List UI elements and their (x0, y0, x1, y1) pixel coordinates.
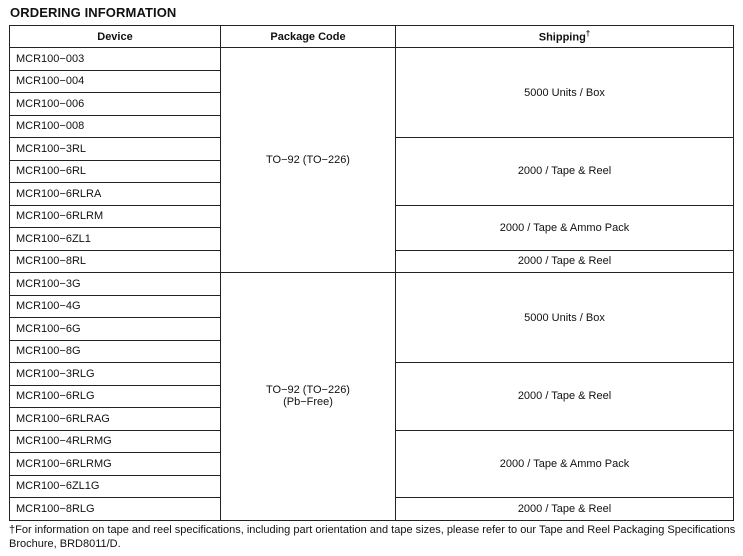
device-cell: MCR100−004 (10, 70, 221, 93)
shipping-cell: 2000 / Tape & Reel (396, 138, 734, 206)
device-cell: MCR100−3RLG (10, 363, 221, 386)
shipping-cell: 5000 Units / Box (396, 273, 734, 363)
ordering-table (9, 25, 734, 521)
device-cell: MCR100−6RL (10, 160, 221, 183)
package-code-line: (Pb−Free) (283, 396, 333, 409)
shipping-cell: 2000 / Tape & Reel (396, 498, 734, 521)
device-cell: MCR100−6RLRMG (10, 453, 221, 476)
device-cell: MCR100−6RLRA (10, 183, 221, 206)
header-package-code: Package Code (221, 26, 396, 48)
device-cell: MCR100−8RL (10, 250, 221, 273)
package-code-cell (221, 48, 396, 273)
device-cell: MCR100−6ZL1 (10, 228, 221, 251)
device-cell: MCR100−4G (10, 295, 221, 318)
device-cell: MCR100−6RLRM (10, 205, 221, 228)
section-title: ORDERING INFORMATION (10, 5, 177, 20)
device-cell: MCR100−3G (10, 273, 221, 296)
device-cell: MCR100−6G (10, 318, 221, 341)
header-device: Device (10, 26, 221, 48)
device-cell: MCR100−3RL (10, 138, 221, 161)
package-code-line: TO−92 (TO−226) (266, 154, 350, 166)
shipping-cell: 2000 / Tape & Reel (396, 250, 734, 273)
shipping-cell: 2000 / Tape & Reel (396, 363, 734, 431)
device-cell: MCR100−6RLG (10, 385, 221, 408)
shipping-cell: 5000 Units / Box (396, 48, 734, 138)
header-shipping (396, 26, 734, 48)
table-row (10, 273, 734, 296)
table-header-row (10, 26, 734, 48)
header-shipping-label: Shipping (538, 31, 586, 44)
device-cell: MCR100−003 (10, 48, 221, 71)
table-body (10, 48, 734, 521)
device-cell: MCR100−6RLRAG (10, 408, 221, 431)
package-code-cell (221, 273, 396, 521)
device-cell: MCR100−8G (10, 340, 221, 363)
shipping-cell: 2000 / Tape & Ammo Pack (396, 430, 734, 498)
table-row (10, 48, 734, 71)
device-cell: MCR100−6ZL1G (10, 475, 221, 498)
package-code-line: TO−92 (TO−226) (266, 384, 350, 397)
footnote-mark: † (585, 29, 591, 39)
shipping-cell: 2000 / Tape & Ammo Pack (396, 205, 734, 250)
device-cell: MCR100−008 (10, 115, 221, 138)
footnote: †For information on tape and reel specifications, including part orientation and tape sizes, please refer to our Tape and Reel Packaging Specifications Brochure, BRD8011/D. (9, 524, 736, 550)
device-cell: MCR100−8RLG (10, 498, 221, 521)
device-cell: MCR100−4RLRMG (10, 430, 221, 453)
device-cell: MCR100−006 (10, 93, 221, 116)
